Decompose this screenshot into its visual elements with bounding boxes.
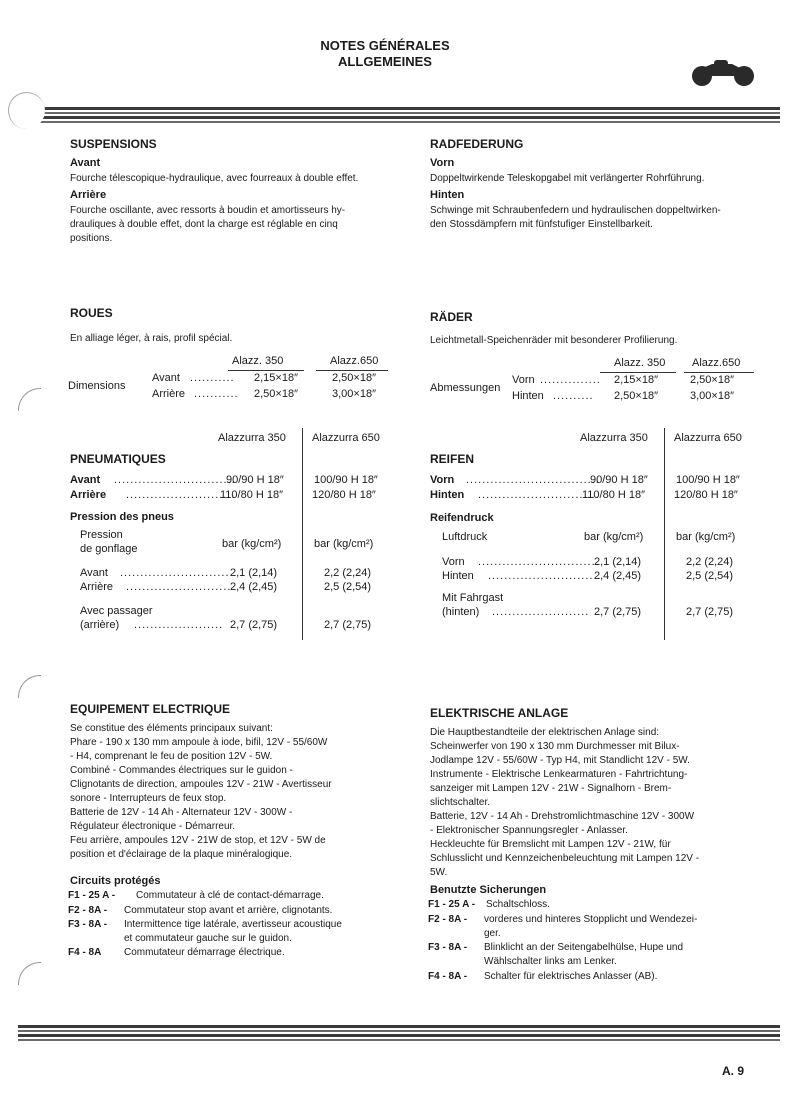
radfederung-rear-text: den Stossdämpfern mit fünfstufiger Einstellbarkeit. [430, 219, 653, 230]
pneu-p-rear-350: 2,4 (2,45) [230, 581, 278, 593]
electric-fr-line: sonore - Interrupteurs de feux stop. [70, 793, 227, 804]
radfederung-front-heading: Vorn [430, 157, 455, 169]
fuse-description: Schaltschloss. [486, 899, 550, 910]
pneu-p-rear-650: 2,5 (2,54) [324, 581, 372, 593]
leader-dots: ............................ [120, 567, 234, 579]
suspensions-front-heading: Avant [70, 157, 101, 169]
electric-fr-line: Feu arrière, ampoules 12V - 21W de stop, et 12V - 5W de [70, 835, 326, 846]
reifen-rear-label: Hinten [430, 489, 465, 501]
page-title-fr: NOTES GÉNÉRALES [320, 38, 450, 53]
pneu-col-350: Alazzurra 350 [218, 432, 286, 444]
pneu-p-front-650: 2,2 (2,24) [324, 567, 372, 579]
reifen-col-350: Alazzurra 350 [580, 432, 648, 444]
pneu-col-650: Alazzurra 650 [312, 432, 380, 444]
roues-col-650: Alazz.650 [330, 355, 379, 367]
reifen-rear-650: 120/80 H 18″ [674, 489, 738, 501]
pneu-p-rear-label: Arrière [80, 581, 114, 593]
pneu-p-pass-350: 2,7 (2,75) [230, 619, 278, 631]
reifen-p-pass-350: 2,7 (2,75) [594, 606, 642, 618]
electric-fr-line: Batterie de 12V - 14 Ah - Alternateur 12V - 300W - [70, 807, 293, 818]
electric-de-line: Batterie, 12V - 14 Ah - Drehstromlichtmaschine 12V - 300W [430, 811, 695, 822]
suspensions-rear-text: positions. [70, 233, 113, 244]
reifen-p-pass-label: Mit Fahrgast [442, 592, 504, 604]
roues-rear-350: 2,50×18″ [254, 388, 298, 400]
leader-dots: .............................. [114, 474, 236, 486]
roues-rear-label: Arrière [152, 388, 186, 400]
suspensions-front-text: Fourche télescopique-hydraulique, avec fourreaux à double effet. [70, 173, 359, 184]
reifen-unit-350: bar (kg/cm²) [584, 531, 644, 543]
leader-dots: ................................. [466, 474, 600, 486]
raeder-col-650: Alazz.650 [692, 357, 741, 369]
fuse-description: ger. [484, 928, 501, 939]
reifen-p-pass-label: (hinten) [442, 606, 480, 618]
electric-fr-line: Régulateur électronique - Démarreur. [70, 821, 236, 832]
electric-de-line: - Elektronischer Spannungsregler - Anlasser. [430, 825, 628, 836]
fuse-description: Blinklicht an der Seitengabelhülse, Hupe und [484, 942, 684, 953]
column-underline [228, 370, 304, 371]
reifen-front-label: Vorn [430, 474, 455, 486]
pneu-front-650: 100/90 H 18″ [314, 474, 378, 486]
reifen-front-650: 100/90 H 18″ [676, 474, 740, 486]
fuse-code: F3 - 8A - [428, 942, 468, 953]
reifen-col-650: Alazzurra 650 [674, 432, 742, 444]
pneu-p-pass-label: (arrière) [80, 619, 120, 631]
pneu-unit-650: bar (kg/cm²) [314, 538, 374, 550]
margin-mark [18, 962, 41, 985]
roues-front-label: Avant [152, 372, 180, 384]
raeder-dimensions-label: Abmessungen [430, 382, 501, 394]
pneumatiques-heading: PNEUMATIQUES [70, 452, 166, 466]
electric-fr-heading: EQUIPEMENT ELECTRIQUE [70, 702, 231, 716]
raeder-rear-label: Hinten [512, 390, 544, 402]
roues-description: En alliage léger, à rais, profil spécial. [70, 333, 233, 344]
leader-dots: ............................ [488, 570, 602, 582]
fuse-code: F4 - 8A [68, 947, 102, 958]
electric-de-line: Instrumente - Elektrische Lenkearmaturen - Fahrtrichtung- [430, 769, 688, 780]
leader-dots: ...................... [134, 619, 224, 631]
pneu-pressure-heading: Pression des pneus [70, 511, 174, 523]
electric-de-line: Schlusslicht und Kennzeichenbeleuchtung mit Lampen 12V - [430, 853, 700, 864]
raeder-col-350: Alazz. 350 [614, 357, 666, 369]
electric-de-line: Scheinwerfer von 190 x 130 mm Durchmesser mit Bilux- [430, 741, 680, 752]
reifen-heading: REIFEN [430, 452, 475, 466]
raeder-description: Leichtmetall-Speichenräder mit besonderer Profilierung. [430, 335, 678, 346]
margin-mark [18, 675, 41, 698]
page-number: A. 9 [722, 1064, 745, 1078]
pneu-p-pass-label: Avec passager [80, 605, 153, 617]
column-divider [664, 428, 665, 640]
fuse-code: F2 - 8A - [68, 905, 108, 916]
pneu-p-front-label: Avant [80, 567, 108, 579]
leader-dots: ........................ [492, 606, 590, 618]
reifen-front-350: 90/90 H 18″ [590, 474, 648, 486]
raeder-rear-350: 2,50×18″ [614, 390, 658, 402]
leader-dots: .......... [553, 390, 594, 402]
roues-col-350: Alazz. 350 [232, 355, 284, 367]
column-divider [302, 428, 303, 640]
radfederung-rear-heading: Hinten [430, 189, 465, 201]
radfederung-front-text: Doppeltwirkende Teleskopgabel mit verlängerter Rohrführung. [430, 173, 705, 184]
leader-dots: ............... [540, 374, 601, 386]
roues-front-650: 2,50×18″ [332, 372, 376, 384]
reifen-rear-350: 110/80 H 18″ [582, 489, 646, 501]
radfederung-rear-text: Schwinge mit Schraubenfedern und hydraulischen doppeltwirken- [430, 205, 721, 216]
fuse-code: F1 - 25 A - [428, 899, 476, 910]
margin-mark [18, 388, 41, 411]
reifen-p-rear-350: 2,4 (2,45) [594, 570, 642, 582]
leader-dots: .............................. [478, 489, 600, 501]
suspensions-rear-heading: Arrière [70, 189, 107, 201]
reifen-pressure-label: Luftdruck [442, 531, 488, 543]
electric-de-line: Die Hauptbestandteile der elektrischen Anlage sind: [430, 727, 660, 738]
pneu-unit-350: bar (kg/cm²) [222, 538, 282, 550]
pneu-rear-label: Arrière [70, 489, 107, 501]
fuse-code: F4 - 8A - [428, 971, 468, 982]
fuse-code: F3 - 8A - [68, 919, 108, 930]
raeder-front-label: Vorn [512, 374, 535, 386]
column-underline [600, 372, 676, 373]
raeder-front-650: 2,50×18″ [690, 374, 734, 386]
pneu-rear-350: 110/80 H 18″ [220, 489, 284, 501]
electric-fr-fuses-heading: Circuits protégés [70, 875, 161, 887]
leader-dots: .............................. [478, 556, 600, 568]
electric-de-line: Jodlampe 12V - 55/60W - Typ H4, mit Standlicht 12V - 5W. [430, 755, 690, 766]
pneu-front-label: Avant [70, 474, 101, 486]
electric-fr-line: Se constitue des éléments principaux suivant: [70, 723, 273, 734]
footer-rule [18, 1025, 780, 1043]
reifen-pressure-heading: Reifendruck [430, 512, 494, 524]
reifen-p-pass-650: 2,7 (2,75) [686, 606, 734, 618]
motorcycle-icon [688, 56, 758, 90]
leader-dots: ........... [194, 388, 239, 400]
suspensions-rear-text: Fourche oscillante, avec ressorts à boudin et amortisseurs hy- [70, 205, 346, 216]
leader-dots: .......................... [126, 581, 232, 593]
reifen-p-front-350: 2,1 (2,14) [594, 556, 642, 568]
suspensions-rear-text: drauliques à double effet, dont la charge est réglable en cinq [70, 219, 338, 230]
page-title-de: ALLGEMEINES [338, 54, 432, 69]
reifen-p-front-650: 2,2 (2,24) [686, 556, 734, 568]
leader-dots: ........... [190, 372, 235, 384]
electric-de-line: sanzeiger mit Lampen 12V - 21W - Signalhorn - Brem- [430, 783, 672, 794]
fuse-description: vorderes und hinteres Stopplicht und Wendezei- [484, 914, 698, 925]
electric-de-body [430, 726, 758, 880]
reifen-p-rear-label: Hinten [442, 570, 474, 582]
pneu-p-pass-650: 2,7 (2,75) [324, 619, 372, 631]
electric-fr-line: Clignotants de direction, ampoules 12V - 21W - Avertisseur [70, 779, 332, 790]
column-underline [316, 370, 388, 371]
leader-dots: ........................... [126, 489, 236, 501]
pneu-p-front-350: 2,1 (2,14) [230, 567, 278, 579]
fuse-description: Wählschalter links am Lenker. [484, 956, 617, 967]
roues-front-350: 2,15×18″ [254, 372, 298, 384]
header-rule [18, 107, 780, 125]
fuse-code: F2 - 8A - [428, 914, 468, 925]
roues-heading: ROUES [70, 306, 113, 320]
electric-fr-line: position et d'éclairage de la plaque minéralogique. [70, 849, 293, 860]
roues-rear-650: 3,00×18″ [332, 388, 376, 400]
fuse-code: F1 - 25 A - [68, 890, 116, 901]
electric-de-line: slichtschalter. [430, 797, 491, 808]
reifen-p-rear-650: 2,5 (2,54) [686, 570, 734, 582]
column-underline [684, 372, 754, 373]
radfederung-heading: RADFEDERUNG [430, 137, 524, 151]
raeder-heading: RÄDER [430, 310, 473, 324]
roues-dimensions-label: Dimensions [68, 380, 126, 392]
fuse-description: Commutateur à clé de contact-démarrage. [136, 890, 324, 901]
electric-de-line: Heckleuchte für Bremslicht mit Lampen 12V - 21W, für [430, 839, 671, 850]
pneu-pressure-label: Pression [80, 529, 123, 541]
pneu-front-350: 90/90 H 18″ [226, 474, 284, 486]
electric-fr-line: Combiné - Commandes électriques sur le guidon - [70, 765, 293, 776]
fuse-description: et commutateur gauche sur le guidon. [124, 933, 292, 944]
pneu-rear-650: 120/80 H 18″ [312, 489, 376, 501]
reifen-p-front-label: Vorn [442, 556, 465, 568]
fuse-description: Intermittence tige latérale, avertisseur acoustique [124, 919, 342, 930]
punch-hole-decoration [8, 92, 45, 129]
fuse-description: Commutateur démarrage électrique. [124, 947, 285, 958]
fuse-description: Commutateur stop avant et arrière, clignotants. [124, 905, 333, 916]
raeder-front-350: 2,15×18″ [614, 374, 658, 386]
electric-de-line: 5W. [430, 867, 448, 878]
electric-de-fuses-heading: Benutzte Sicherungen [430, 884, 547, 896]
fuse-description: Schalter für elektrisches Anlasser (AB). [484, 971, 658, 982]
suspensions-heading: SUSPENSIONS [70, 137, 157, 151]
reifen-unit-650: bar (kg/cm²) [676, 531, 736, 543]
electric-fr-body [70, 722, 390, 862]
pneu-pressure-label: de gonflage [80, 543, 138, 555]
raeder-rear-650: 3,00×18″ [690, 390, 734, 402]
electric-de-heading: ELEKTRISCHE ANLAGE [430, 706, 569, 720]
electric-fr-line: - H4, comprenant le feu de position 12V - 5W. [70, 751, 273, 762]
electric-fr-line: Phare - 190 x 130 mm ampoule à iode, bifil, 12V - 55/60W [70, 737, 328, 748]
